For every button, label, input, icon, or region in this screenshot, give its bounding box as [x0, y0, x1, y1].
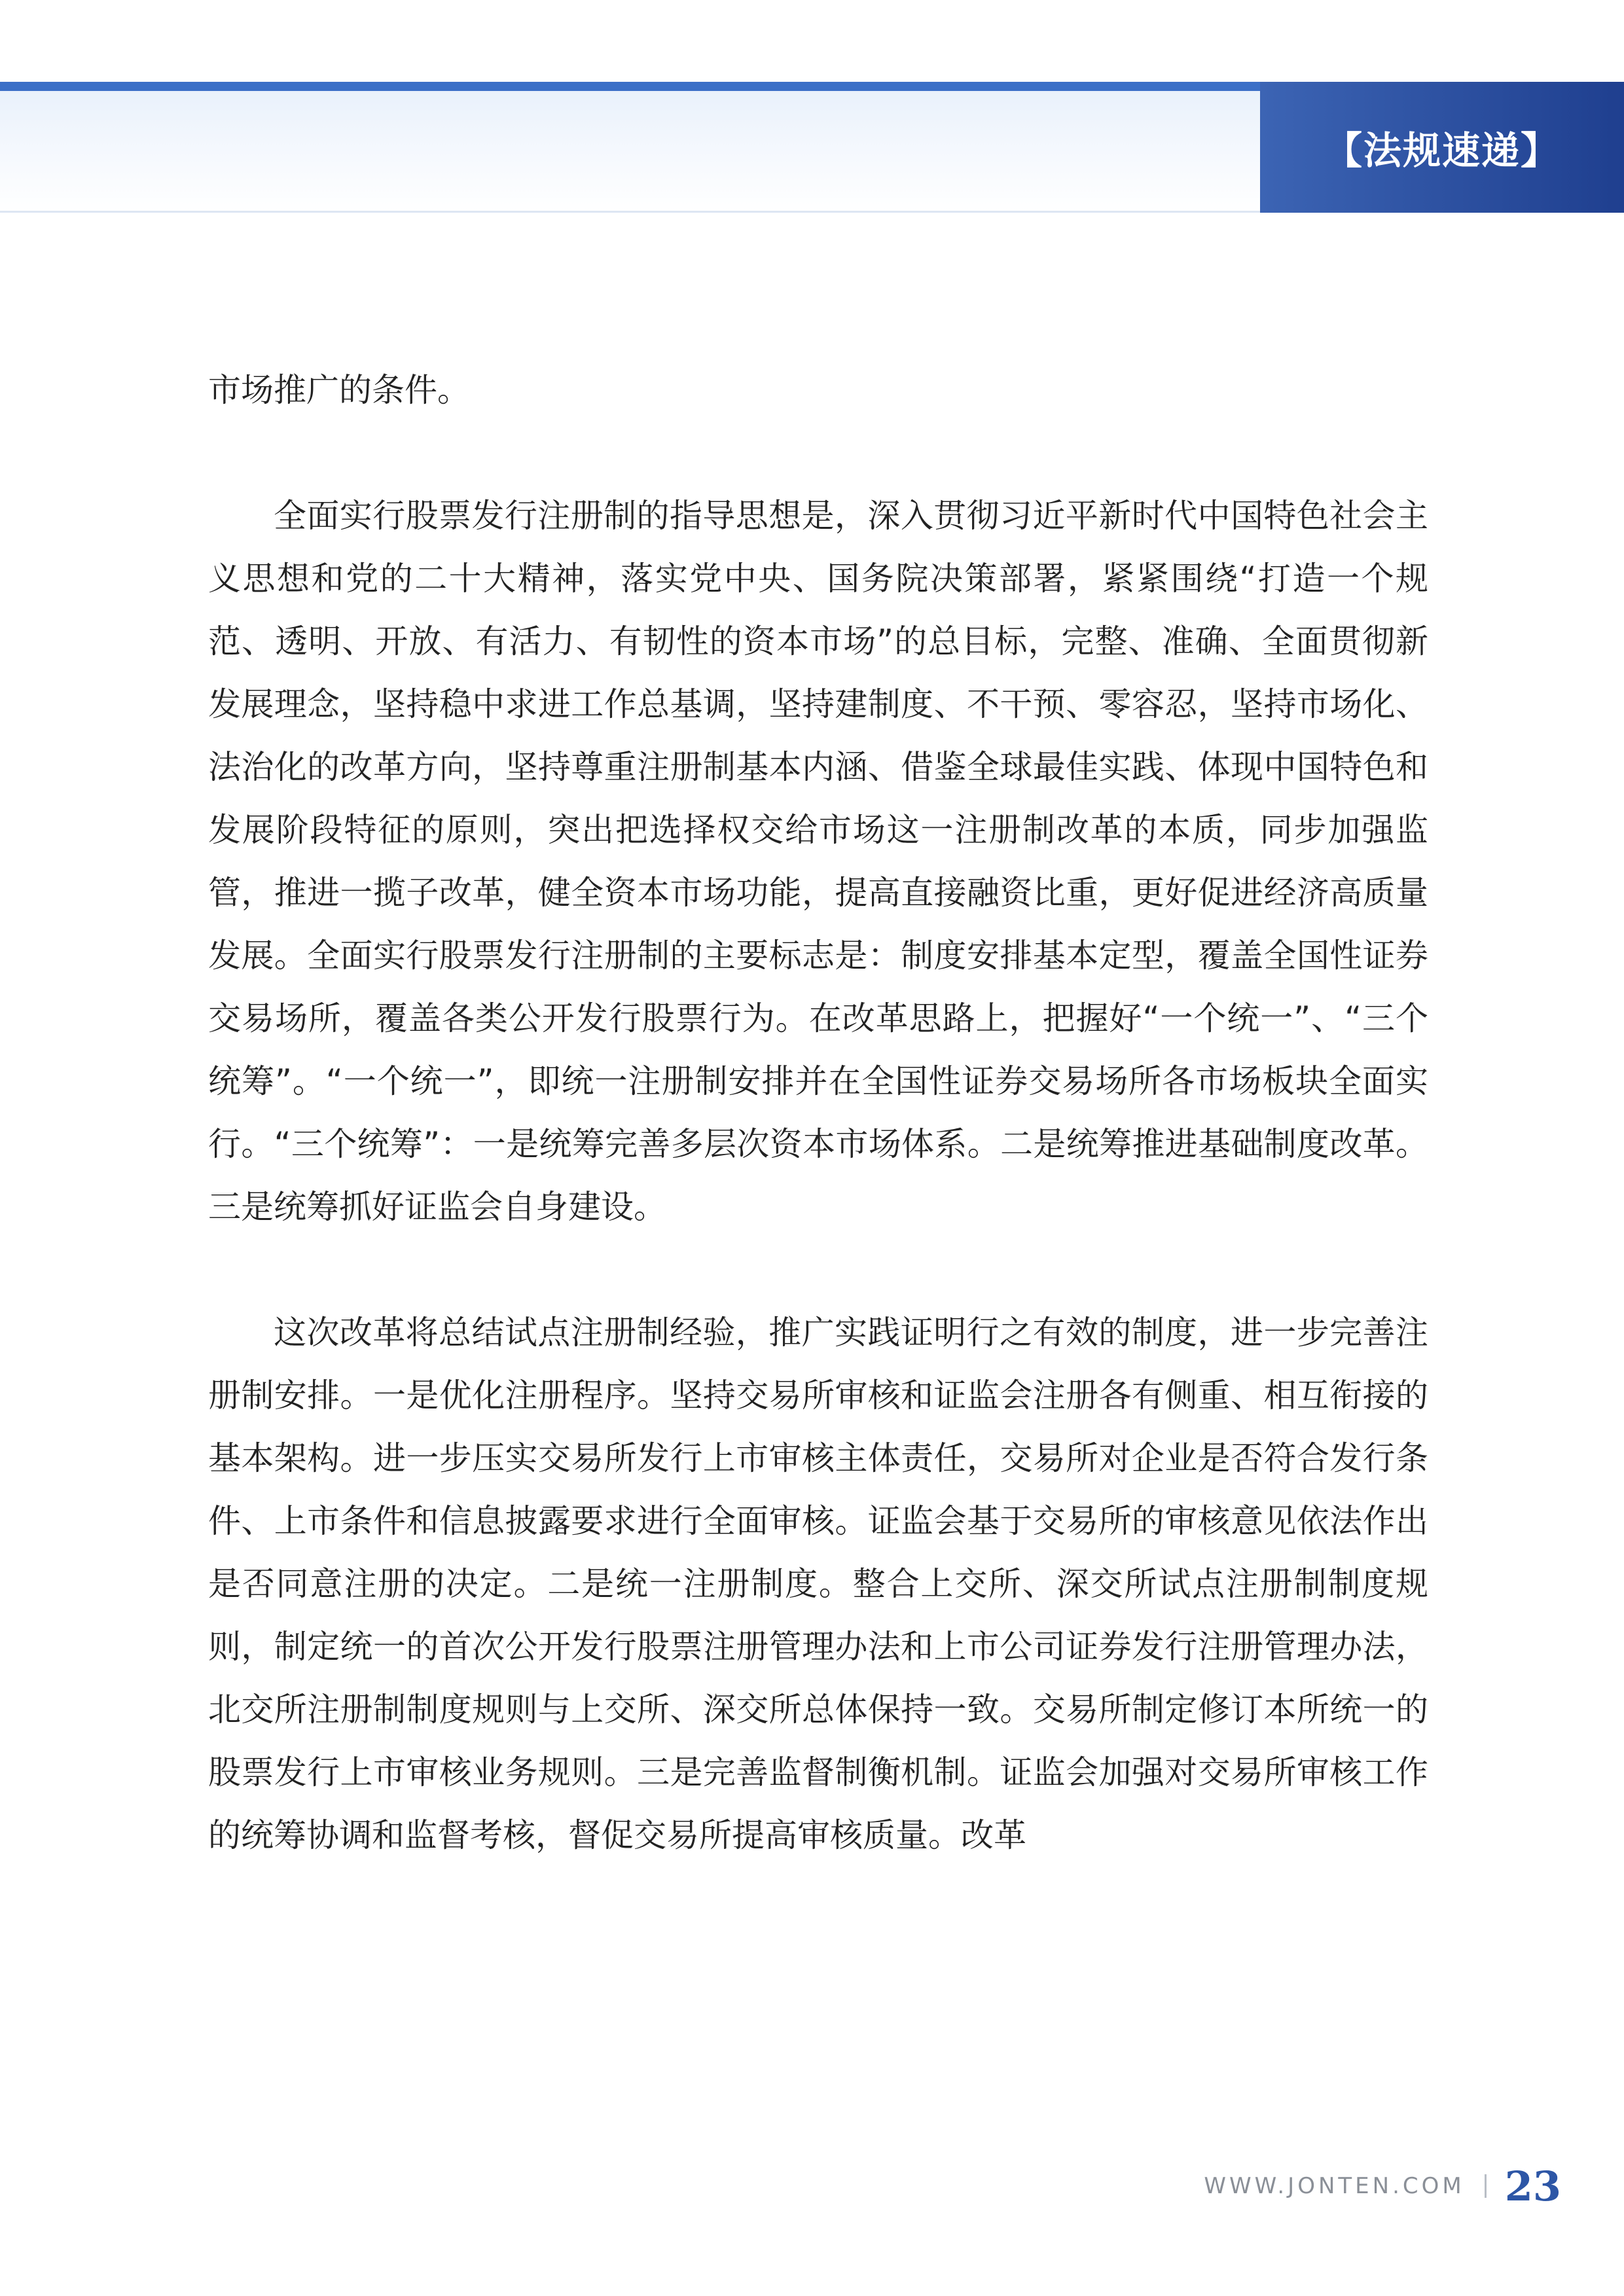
- header-band: [0, 82, 1260, 213]
- paragraph-continued: 市场推广的条件。: [208, 371, 470, 409]
- page-footer: [1204, 2160, 1561, 2212]
- paragraph-reform-measures: 这次改革将总结试点注册制经验，推广实践证明行之有效的制度，进一步完善注册制安排。一是优化注册程序。坚持交易所审核和证监会注册各有侧重、相互衔接的基本架构。进一步压实交易所发行上市审核主体责任，交易所对企业是否符合发行条件、上市条件和信息披露要求进行全面审核。证监会基于交易所的审核意见依法作出是否同意注册的决定。二是统一注册制度。整合上交所、深交所试点注册制制度规则，制定统一的首次公开发行股票注册管理办法和上市公司证券发行注册管理办法，北交所注册制制度规则与上交所、深交所总体保持一致。交易所制定修订本所统一的股票发行上市审核业务规则。三是完善监督制衡机制。证监会加强对交易所审核工作的统筹协调和监督考核，督促交易所提高审核质量。改革: [208, 1314, 1428, 1854]
- footer-divider: [1485, 2174, 1487, 2198]
- section-title: 【法规速递】: [1260, 82, 1624, 213]
- website-url: WWW.JONTEN.COM: [1204, 2173, 1465, 2199]
- page-number: 23: [1504, 2162, 1561, 2210]
- paragraph-guiding-thought: 全面实行股票发行注册制的指导思想是，深入贯彻习近平新时代中国特色社会主义思想和党的二十大精神，落实党中央、国务院决策部署，紧紧围绕“打造一个规范、透明、开放、有活力、有韧性的资本市场”的总目标，完整、准确、全面贯彻新发展理念，坚持稳中求进工作总基调，坚持建制度、不干预、零容忍，坚持市场化、法治化的改革方向，坚持尊重注册制基本内涵、借鉴全球最佳实践、体现中国特色和发展阶段特征的原则，突出把选择权交给市场这一注册制改革的本质，同步加强监管，推进一揽子改革，健全资本市场功能，提高直接融资比重，更好促进经济高质量发展。全面实行股票发行注册制的主要标志是：制度安排基本定型，覆盖全国性证券交易场所，覆盖各类公开发行股票行为。在改革思路上，把握好“一个统一”、“三个统筹”。“一个统一”，即统一注册制安排并在全国性证券交易场所各市场板块全面实行。“三个统筹”：一是统筹完善多层次资本市场体系。二是统筹推进基础制度改革。三是统筹抓好证监会自身建设。: [208, 497, 1428, 1226]
- article-body: [208, 359, 1428, 1867]
